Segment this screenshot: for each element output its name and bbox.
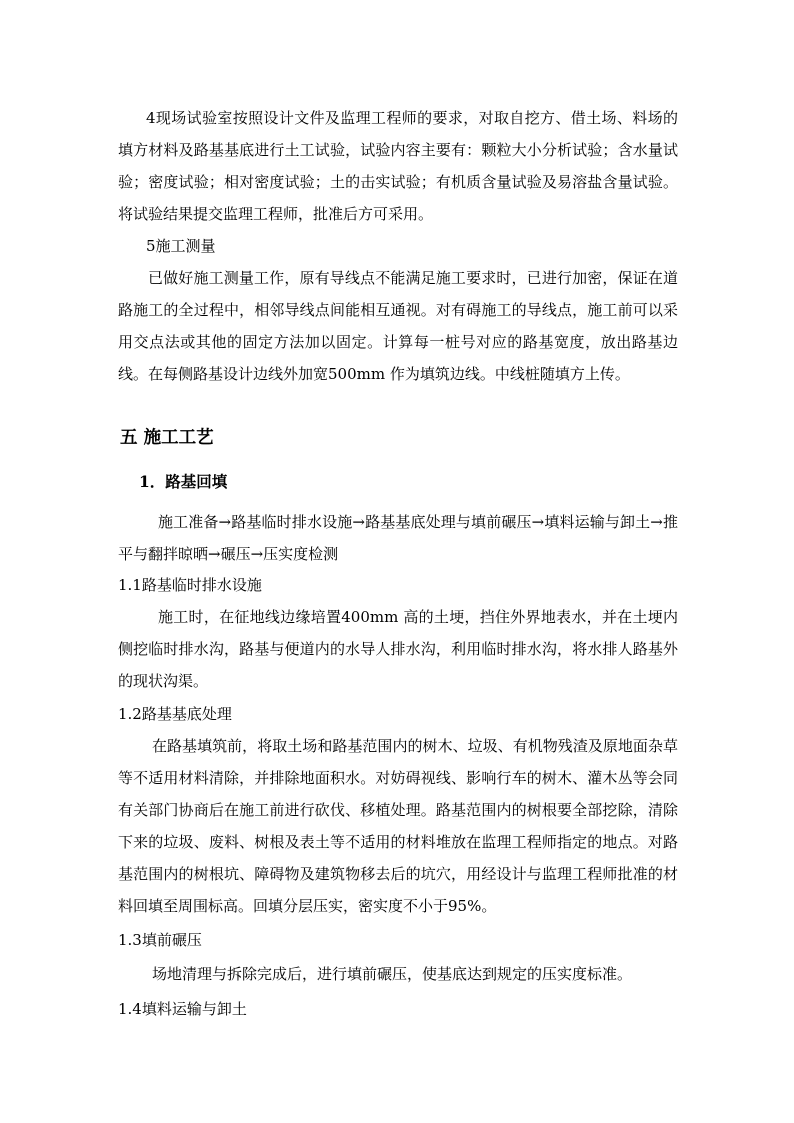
- s1-2-paragraph: 在路基填筑前，将取土场和路基范围内的树木、垃圾、有机物残渣及原地面杂草等不适用材料清除，并排除地面积水。对妨碍视线、影响行车的树木、灌木丛等会同有关部门协商后在施工前进行砍伐、移植处理。路基范围内的树根要全部挖除，清除下来的垃圾、废料、树根及表土等不适用的材料堆放在监理工程师指定的地点。对路基范围内的树根坑、障碍物及建筑物移去后的坑穴，用经设计与监理工程师批准的材料回填至周围标高。回填分层压实，密实度不小于95%。: [118, 737, 678, 915]
- s1-3-heading: 1.3填前碾压: [118, 931, 202, 949]
- s1-2-heading: 1.2路基基底处理: [118, 705, 232, 723]
- s1-4-heading: 1.4填料运输与卸土: [118, 1000, 247, 1018]
- section5-heading: 五 施工工艺: [120, 428, 214, 448]
- item5-paragraph: 已做好施工测量工作，原有导线点不能满足施工要求时，已进行加密，保证在道路施工的全过程中，相邻导线点间能相互通视。对有碍施工的导线点，施工前可以采用交点法或其他的固定方法加以固定。计算每一桩号对应的路基宽度，放出路基边线。在每侧路基设计边线外加宽500mm 作为填筑边线。中线桩随填方上传。: [118, 269, 678, 383]
- s1-1-heading: 1.1路基临时排水设施: [118, 576, 262, 594]
- item4-paragraph: 4现场试验室按照设计文件及监理工程师的要求，对取自挖方、借土场、料场的填方材料及路基基底进行土工试验，试验内容主要有：颗粒大小分析试验；含水量试验；密度试验；相对密度试验；土的击实试验；有机质含量试验及易溶盐含量试验。将试验结果提交监理工程师，批准后方可采用。: [118, 109, 678, 223]
- s1-3-paragraph: 场地清理与拆除完成后，进行填前碾压，使基底达到规定的压实度标准。: [152, 965, 633, 983]
- subsection1-heading: 1．路基回填: [139, 472, 228, 491]
- item5-heading: 5施工测量: [146, 237, 216, 255]
- s1-1-paragraph: 施工时，在征地线边缘培置400mm 高的土埂，挡住外界地表水，并在土埂内侧挖临时排水沟，路基与便道内的水导人排水沟，利用临时排水沟，将水排人路基外的现状沟渠。: [118, 608, 678, 690]
- subsection1-flow: 施工准备→路基临时排水设施→路基基底处理与填前碾压→填料运输与卸土→推平与翻拌晾晒→碾压→压实度检测: [118, 513, 678, 563]
